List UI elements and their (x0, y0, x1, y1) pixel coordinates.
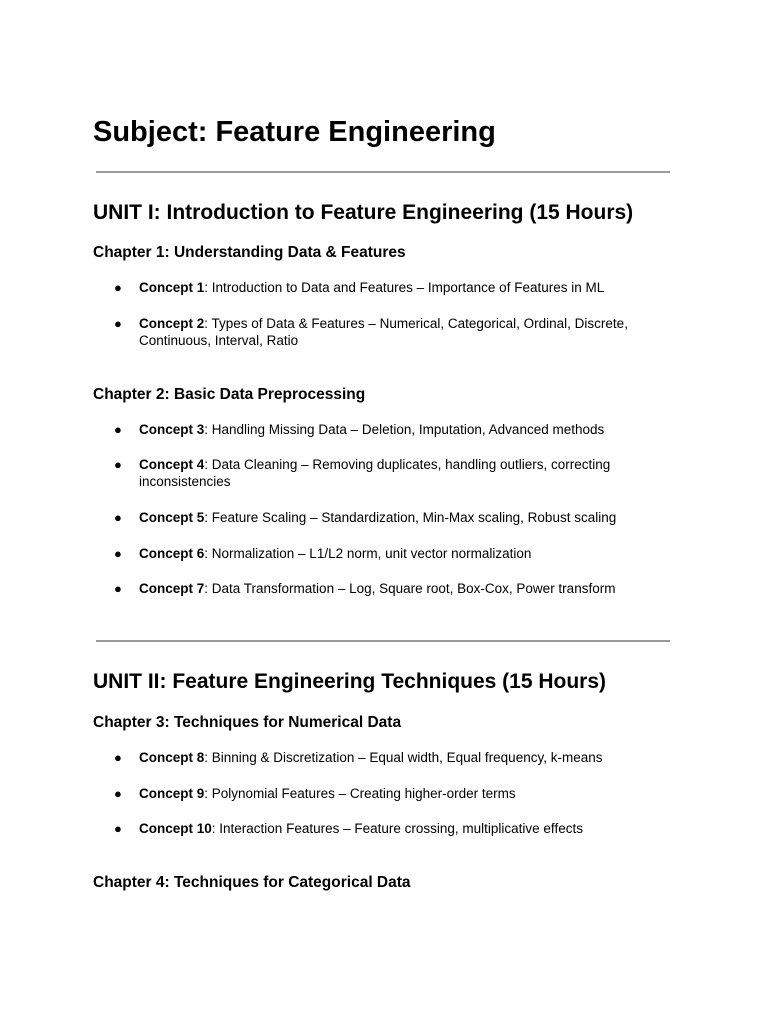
concept-text (139, 279, 669, 296)
concept-text (139, 820, 669, 837)
concept-label: Concept 10 (139, 821, 212, 836)
concept-label: Concept 5 (139, 510, 205, 525)
chapter-heading: Chapter 2: Basic Data Preprocessing (93, 386, 366, 403)
concept-text (139, 580, 669, 597)
section-divider (96, 171, 670, 173)
concept-label: Concept 1 (139, 280, 205, 295)
concept-description: : Data Transformation – Log, Square root, Box-Cox, Power transform (204, 581, 616, 596)
concept-description: : Normalization – L1/L2 norm, unit vector normalization (204, 546, 532, 561)
concept-text (139, 456, 669, 490)
chapter-heading: Chapter 3: Techniques for Numerical Data (93, 714, 402, 731)
concept-label: Concept 7 (139, 581, 205, 596)
concept-description: : Types of Data & Features – Numerical, Categorical, Ordinal, Discrete, Continuous, Interval, Ratio (139, 316, 628, 348)
bullet: ● (114, 581, 122, 596)
concept-description: : Interaction Features – Feature crossing, multiplicative effects (211, 821, 583, 836)
concept-label: Concept 2 (139, 316, 205, 331)
chapter-heading: Chapter 4: Techniques for Categorical Data (93, 874, 411, 891)
bullet: ● (114, 280, 122, 295)
unit-heading: UNIT I: Introduction to Feature Engineering (15 Hours) (93, 201, 634, 224)
bullet: ● (114, 786, 122, 801)
bullet: ● (114, 510, 122, 525)
section-divider (96, 640, 670, 642)
concept-text (139, 545, 669, 562)
bullet: ● (114, 821, 122, 836)
concept-text (139, 749, 669, 766)
concept-description: : Polynomial Features – Creating higher-order terms (204, 786, 516, 801)
bullet: ● (114, 316, 122, 331)
concept-label: Concept 4 (139, 457, 205, 472)
concept-text (139, 421, 669, 438)
bullet: ● (114, 457, 122, 472)
bullet: ● (114, 750, 122, 765)
concept-description: : Handling Missing Data – Deletion, Imputation, Advanced methods (204, 422, 605, 437)
concept-description: : Feature Scaling – Standardization, Min-Max scaling, Robust scaling (204, 510, 617, 525)
concept-label: Concept 6 (139, 546, 205, 561)
bullet: ● (114, 546, 122, 561)
concept-label: Concept 8 (139, 750, 205, 765)
unit-heading: UNIT II: Feature Engineering Techniques (15 Hours) (93, 670, 607, 693)
concept-description: : Introduction to Data and Features – Importance of Features in ML (204, 280, 605, 295)
concept-label: Concept 3 (139, 422, 205, 437)
concept-description: : Binning & Discretization – Equal width, Equal frequency, k-means (204, 750, 603, 765)
concept-text (139, 315, 669, 349)
concept-description: : Data Cleaning – Removing duplicates, handling outliers, correcting inconsistencies (139, 457, 611, 489)
concept-text (139, 785, 669, 802)
chapter-heading: Chapter 1: Understanding Data & Features (93, 244, 406, 261)
page-title: Subject: Feature Engineering (93, 116, 496, 148)
concept-text (139, 509, 669, 526)
concept-label: Concept 9 (139, 786, 205, 801)
bullet: ● (114, 422, 122, 437)
